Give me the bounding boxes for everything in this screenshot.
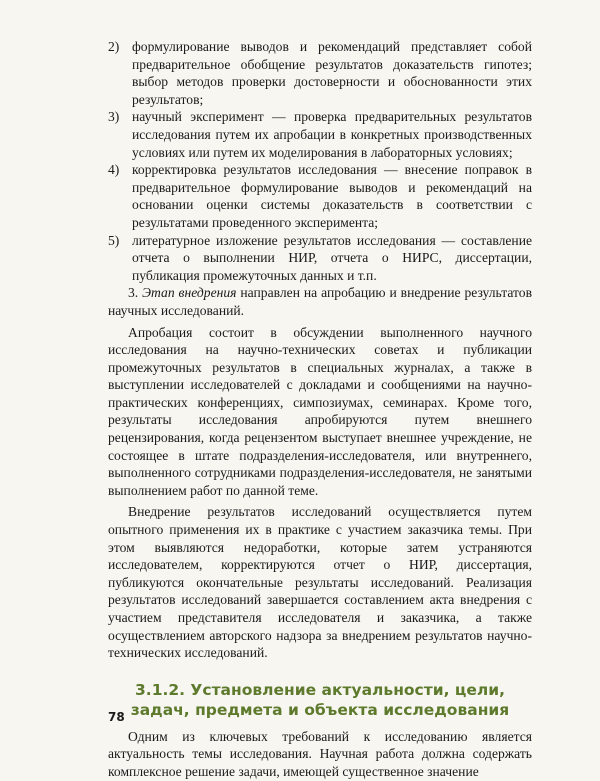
list-item-number: 3) xyxy=(108,109,120,125)
body-paragraph: Апробация состоит в обсуждении выполненного научного исследования на научно-технических советах и публикации промежуточных результатов в специальных журналах, а также в выступлении исследователей с докладами и сообщениями на научно-практических конференциях, симпозиумах, семинарах. Кроме того, результаты исследования апробируются путем внешнего рецензирования, когда рецензентом выступает внешнее учреждение, не состоящее в штате подразделения-исследователя, или внутреннего, выполненного сотрудниками подразделения-исследователя, не занятыми выполнением работ по данной теме. xyxy=(108,324,532,498)
list-item xyxy=(108,38,532,108)
stage-description: направлен на апробацию и внедрение результатов научных исследований. xyxy=(108,285,532,318)
body-paragraph: Внедрение результатов исследований осуществляется путем опытного применения их в практике с участием заказчика темы. При этом выявляются недоработки, которые затем устраняются исследователем, корректируются отчет о НИР, диссертация, публикуются окончательные результаты исследований. Реализация результатов исследований завершается составлением акта внедрения с участием представителя исследователя и заказчика, а также осуществлением авторского надзора за внедрением результатов научно-технических исследований. xyxy=(108,504,532,661)
section-heading-line: задач, предмета и объекта исследования xyxy=(130,700,510,719)
list-item-text: научный эксперимент — проверка предварительных результатов исследования путем их апробации в конкретных производственных условиях или путем их моделирования в лабораторных условиях; xyxy=(132,109,532,160)
stage-prefix: 3. xyxy=(128,285,139,301)
list-item xyxy=(108,161,532,231)
page-number: 78 xyxy=(108,710,125,724)
list-item-text: литературное изложение результатов исследования — составление отчета о выполнении НИР, отчета о НИРС, диссертации, публикация промежуточных данных и т.п. xyxy=(132,232,532,283)
closing-paragraph: Одним из ключевых требований к исследованию является актуальность темы исследования. Научная работа должна содержать комплексное решение задачи, имеющей существенное значение xyxy=(108,728,532,779)
list-item xyxy=(108,108,532,161)
stage-name: Этап внедрения xyxy=(142,285,237,301)
list-item-text: формулирование выводов и рекомендаций представляет собой предварительное обобщение результатов доказательств гипотез; выбор методов проверки достоверности и обоснованности этих результатов; xyxy=(132,39,532,107)
page-text xyxy=(108,38,532,781)
list-item-text: корректировка результатов исследования — внесение поправок в предварительное формулирование выводов и рекомендаций на основании оценки системы доказательств в соответствии с результатами проведенного эксперимента; xyxy=(132,162,532,230)
section-heading xyxy=(108,680,532,720)
section-heading-line: 3.1.2. Установление актуальности, цели, xyxy=(135,680,505,699)
stage-paragraph xyxy=(108,284,532,319)
list-item xyxy=(108,232,532,285)
list-item-number: 5) xyxy=(108,232,120,248)
list-item-number: 2) xyxy=(108,39,120,54)
list-item-number: 4) xyxy=(108,162,120,178)
